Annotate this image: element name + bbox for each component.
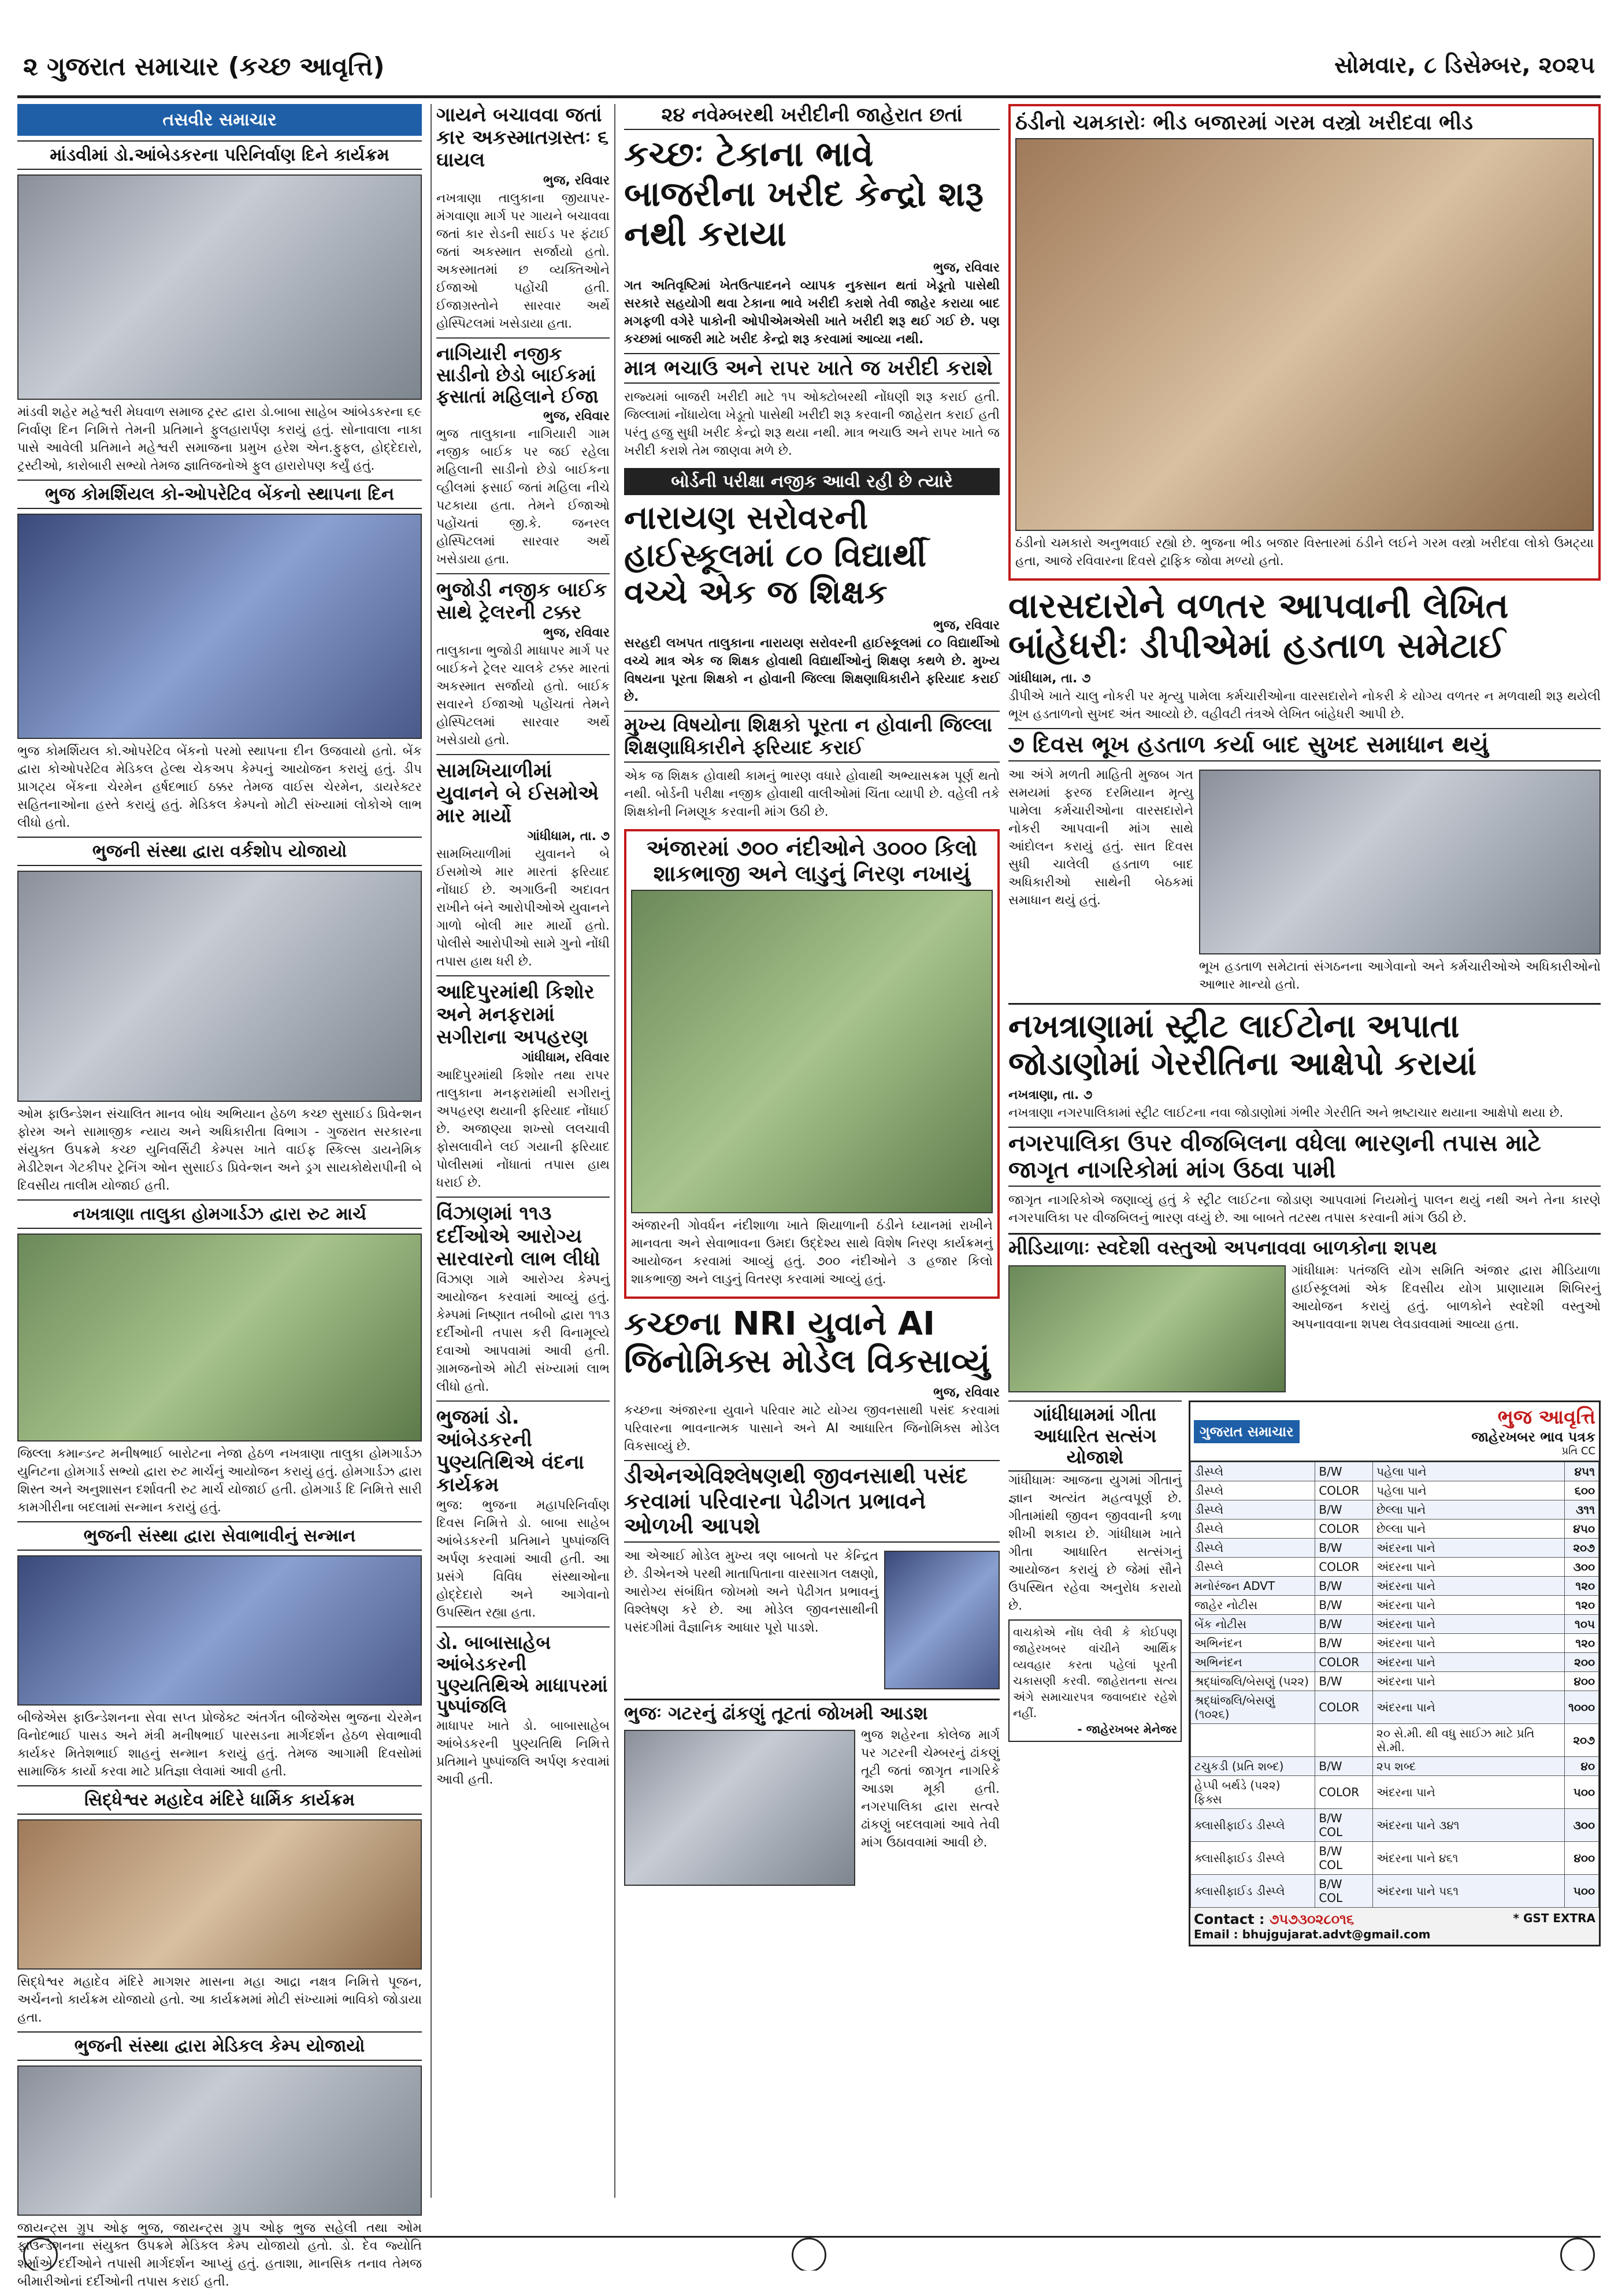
- rate-cell: બેંક નોટીસ: [1191, 1615, 1315, 1634]
- rate-cell: B/W: [1315, 1539, 1373, 1558]
- item-title: ભુજની સંસ્થા દ્વારા વર્કશોપ યોજાયો: [17, 837, 422, 866]
- rate-row: [1191, 1634, 1599, 1653]
- story-body: એક જ શિક્ષક હોવાથી કામનું ભારણ વધારે હોવાથી અભ્યાસક્રમ પૂર્ણ થતો નથી. બોર્ડની પરીક્ષા નજીક હોવાથી વાલીઓમાં ચિંતા વ્યાપી છે. વહેલી તકે શિક્ષકોની નિમણૂક કરવાની માંગ ઉઠી છે.: [624, 768, 1000, 819]
- story-headline: કચ્છના NRI યુવાને AI જિનોમિક્સ મોડેલ વિકસાવ્યું: [624, 1305, 990, 1380]
- story-body: આદિપુરમાંથી કિશોર તથા રાપર તાલુકાના મનફરામાંથી સગીરાનું અપહરણ થયાની ફરિયાદ નોંધાઈ છે. અજાણ્યા શખ્સો લલચાવી ફોસલાવીને લઈ ગયાની ફરિયાદ પોલીસમાં નોંધાતાં તપાસ હાથ ધરાઈ છે.: [436, 1068, 610, 1191]
- rate-cell: અભિનંદન: [1191, 1653, 1315, 1672]
- story-caption: ગાંધીધામઃ પતંજલિ યોગ સમિતિ અંજાર દ્વારા મીડિયાળા હાઈસ્કૂલમાં એક દિવસીય યોગ પ્રાણાયામ શિબિરનું આયોજન કરાયું હતું. બાળકોને સ્વદેશી વસ્તુઓ અપનાવવાના શપથ લેવડાવવામાં આવ્યા હતા.: [1292, 1264, 1601, 1332]
- story-dateline: ભુજ, રવિવાર: [543, 173, 610, 188]
- rate-cell: B/W: [1315, 1500, 1373, 1519]
- rate-cell: ૨૦૭: [1565, 1724, 1599, 1757]
- item-caption: ભુજ કોમર્શિયલ કો.ઓપરેટિવ બેંકનો પરમો સ્થાપના દીન ઉજવાયો હતો. બેંક દ્વારા કોઓપરેટિવ મેડિકલ હેલ્થ ચેકઅપ કેમ્પનું આયોજન કરાયું હતું. ડીપ પ્રાગટ્ય બેંકના ચેરમેન હર્ષદભાઈ ઠક્કર તેમજ વાઈસ ચેરમેન, ડાયરેક્ટર સહિતનાઓના હસ્તે કરાયું હતું. મેડિકલ કેમ્પનો મોટી સંખ્યામાં લોકોએ લાભ લીધો હતો.: [17, 744, 422, 830]
- rate-cell: COLOR: [1315, 1519, 1373, 1539]
- rate-row: [1191, 1875, 1599, 1908]
- main-headline: કચ્છઃ ટેકાના ભાવે બાજરીના ખરીદ કેન્દ્રો શરૂ નથી કરાયા: [624, 134, 984, 255]
- story-body: તાલુકાના ભુજોડી માધાપર માર્ગ પર બાઈકને ટ્રેલર ચાલકે ટક્કર મારતાં અકસ્માત સર્જાયો હતો. બાઈક સવારને ઈજાઓ પહોંચતાં તેમને હોસ્પિટલમાં સારવાર અર્થે ખસેડાયો હતો.: [436, 643, 610, 748]
- email-label: Email :: [1194, 1927, 1238, 1942]
- page-header: [17, 12, 1601, 98]
- rate-cell: ૩૦૦: [1565, 1809, 1599, 1842]
- rate-cell: ૩૧૧: [1565, 1500, 1599, 1519]
- rate-cell: B/W COL: [1315, 1809, 1373, 1842]
- news-photo: [17, 174, 422, 400]
- rate-cell: ૪૫૦: [1565, 1519, 1599, 1539]
- rate-cell: પહેલા પાને: [1373, 1462, 1565, 1481]
- rate-cell: અંદરના પાને: [1373, 1558, 1565, 1577]
- ad-rate-card: [1189, 1400, 1601, 1946]
- news-photo: [624, 1730, 855, 1886]
- rate-row: [1191, 1809, 1599, 1842]
- item-caption: જાયન્ટ્સ ગ્રુપ ઓફ ભુજ, જાયન્ટ્સ ગ્રુપ ઓફ ભુજ સહેલી તથા ઓમ ફાઉન્ડેશનના સંયુક્ત ઉપક્રમે મેડિકલ કેમ્પ યોજાયો હતો. ડો. દેવ જ્યોતિ શર્માએ દર્દીઓને તપાસી માર્ગદર્શન આપ્યું હતું. હતાશા, માનસિક તનાવ તેમજ બીમારીઓનાં દર્દીઓની તપાસ કરાઈ હતી.: [17, 2221, 422, 2289]
- rate-row: [1191, 1653, 1599, 1672]
- item-caption: જિલ્લા કમાન્ડન્ટ મનીષભાઈ બારોટના નેજા હેઠળ નખત્રાણા તાલુકા હોમગાર્ડઝ યુનિટના હોમગાર્ડ સભ્યો દ્વારા રુટ માર્ચનું આયોજન કરાયું હતું. હોમગાર્ડઝ દ્વારા શિસ્ત અને અનુશાસન દર્શાવતી રુટ માર્ચ યોજાઈ હતી. હોમગાર્ડ દિ નિમિત્તે સારી કામગીરીના બદલામાં સન્માન કરાયું હતું.: [17, 1447, 422, 1515]
- rate-cell: ૧૦૫: [1565, 1615, 1599, 1634]
- notice-signature: - જાહેરખબર મેનેજર: [1077, 1722, 1177, 1736]
- story-lead: ગત અતિવૃષ્ટિમાં ખેતઉત્પાદનને વ્યાપક નુકસાન થતાં ખેડૂતો પાસેથી સરકારે સહયોગી થવા ટેકાના ભાવે ખરીદી કરાશે તેવી જાહેર કરાયા બાદ મગફળી વગેરે પાકોની ઓપીએમએસી ખાતે ખરીદી શરૂ થઈ ગઈ છે. પણ કચ્છમાં બાજરી માટે ખરીદ કેન્દ્રો શરૂ કરવામાં આવ્યા નથી.: [624, 278, 1000, 347]
- rate-cell: ૧૦૦૦: [1565, 1691, 1599, 1724]
- rate-cell: પહેલા પાને: [1373, 1481, 1565, 1500]
- rate-cell: COLOR: [1315, 1776, 1373, 1809]
- rate-cell: ૨૦૭: [1565, 1539, 1599, 1558]
- rate-cell: અંદરના પાને ૩૪૧: [1373, 1809, 1565, 1842]
- brief-story: [436, 1406, 610, 1622]
- story-headline: ગાંધીધામમાં ગીતા આધારિત સત્સંગ યોજાશે: [1008, 1400, 1182, 1471]
- rate-row: [1191, 1776, 1599, 1809]
- rate-cell: અંદરના પાને: [1373, 1672, 1565, 1691]
- story-body: સામખિયાળીમાં યુવાનને બે ઈસમોએ માર મારતાં ફરિયાદ નોંધાઈ છે. અગાઉની અદાવત રાખીને બંને આરોપીઓએ યુવાનને ગાળો બોલી માર માર્યો હતો. પોલીસે આરોપીઓ સામે ગુનો નોંધી તપાસ હાથ ધરી છે.: [436, 847, 610, 969]
- center-column: [624, 104, 1000, 2198]
- story-headline: ગાયને બચાવવા જતાં કાર અકસ્માતગ્રસ્તઃ ૬ ઘાયલ: [436, 103, 609, 172]
- picture-news-column: [17, 104, 422, 2289]
- story-headline: ભુજમાં ડો. આંબેડકરની પુણ્યતિથિએ વંદના કાર્યક્રમ: [436, 1405, 584, 1496]
- rate-cell: ૪૫૧: [1565, 1462, 1599, 1481]
- story-body: ગાંધીધામઃ આજના યુગમાં ગીતાનું જ્ઞાન અત્યંત મહત્વપૂર્ણ છે. ગીતામાંથી જીવન જીવવાની કળા શીખી શકાય છે. ગાંધીધામ ખાતે ગીતા આધારિત સત્સંગનું આયોજન કરાયું છે જેમાં સૌને ઉપસ્થિત રહેવા અનુરોધ કરાયો છે.: [1008, 1473, 1182, 1613]
- news-photo: [17, 514, 422, 739]
- registration-mark: [1560, 2238, 1595, 2271]
- rate-cell: ક્લાસીફાઈડ ડીસ્પ્લે: [1191, 1875, 1315, 1908]
- right-column: [1008, 104, 1601, 2198]
- ad-title: ભુજ આવૃત્તિ: [1497, 1406, 1595, 1429]
- rate-cell: અંદરના પાને: [1373, 1577, 1565, 1596]
- news-photo: [631, 890, 993, 1213]
- story-body: જાગૃત નાગરિકોએ જણાવ્યું હતું કે સ્ટ્રીટ લાઈટના જોડાણ આપવામાં નિયમોનું પાલન થયું નથી અને તેના કારણે નગરપાલિકા પર વીજબિલનું ભારણ વધ્યું છે. આ બાબતે તટસ્થ તપાસ કરવાની માંગ ઉઠી છે.: [1008, 1193, 1601, 1226]
- rate-cell: B/W: [1315, 1757, 1373, 1776]
- rate-row: [1191, 1842, 1599, 1875]
- rate-cell: B/W: [1315, 1462, 1373, 1481]
- contact-email: bhujgujarat.advt@gmail.com: [1242, 1927, 1431, 1942]
- rate-row: [1191, 1500, 1599, 1519]
- rate-cell: અંદરના પાને: [1373, 1539, 1565, 1558]
- page-date: સોમવાર, ૮ ડિસેમ્બર, ૨૦૨૫: [1334, 52, 1595, 79]
- rate-cell: [1315, 1724, 1373, 1757]
- story-subhead: ડીએનએવિશ્લેષણથી જીવનસાથી પસંદ કરવામાં પરિવારના પેઢીગત પ્રભાવને ઓળખી આપશે: [624, 1460, 1000, 1543]
- story-body: આ અંગે મળતી માહિતી મુજબ ગત સમયમાં ફરજ દરમિયાન મૃત્યુ પામેલા કર્મચારીઓના વારસદારોને નોકરી આપવાની માંગ સાથે આંદોલન કરાયું હતું. સાત દિવસ સુધી ચાલેલી હડતાળ બાદ અધિકારીઓ સાથેની બેઠકમાં સમાધાન થયું હતું.: [1008, 768, 1193, 908]
- notice-text: વાચકોએ નોંધ લેવી કે કોઈપણ જાહેરખબર વાંચીને આર્થિક વ્યવહાર કરતા પહેલાં પૂરતી ચકાસણી કરવી. જાહેરાતના સત્ય અંગે સમાચારપત્ર જવાબદાર રહેશે નહીં.: [1013, 1625, 1177, 1720]
- story-subhead: માત્ર ભચાઉ અને રાપર ખાતે જ ખરીદી કરાશે: [624, 353, 1000, 384]
- story-body: ભુજ તાલુકાના નાગિયારી ગામ નજીક બાઈક પર જઈ રહેલા મહિલાની સાડીનો છેડો બાઈકના વ્હીલમાં ફસાઈ જતાં મહિલા નીચે પટકાયા હતા. તેમને ઈજાઓ પહોંચતાં જી.કે. જનરલ હોસ્પિટલમાં સારવાર અર્થે ખસેડાયા હતા.: [436, 426, 610, 567]
- rate-cell: ડીસ્પ્લે: [1191, 1462, 1315, 1481]
- rate-cell: ડીસ્પ્લે: [1191, 1558, 1315, 1577]
- rate-cell: છેલ્લા પાને: [1373, 1500, 1565, 1519]
- story-headline: ડો. બાબાસાહેબ આંબેડકરની પુણ્યતિથિએ માધાપરમાં પુષ્પાંજલિ: [436, 1632, 608, 1718]
- rate-cell: COLOR: [1315, 1481, 1373, 1500]
- rate-cell: અંદરના પાને: [1373, 1653, 1565, 1672]
- news-photo: [17, 871, 422, 1102]
- rate-cell: COLOR: [1315, 1558, 1373, 1577]
- story-dateline: ભુજ, રવિવાર: [933, 618, 1000, 633]
- rate-cell: ડીસ્પ્લે: [1191, 1519, 1315, 1539]
- rate-cell: અંદરના પાને ૪૬૧: [1373, 1842, 1565, 1875]
- story-body: ભુજ: ભુજના મહાપરિનિર્વાણ દિવસ નિમિત્તે ડો. બાબા સાહેબ આંબેડકરની પ્રતિમાને પુષ્પાંજલિ અર્પણ કરવામાં આવી હતી. આ પ્રસંગે વિવિધ સંસ્થાઓના હોદ્દેદારો અને આગેવાનો ઉપસ્થિત રહ્યા હતા.: [436, 1498, 610, 1621]
- rate-cell: B/W: [1315, 1596, 1373, 1615]
- rate-cell: ૧૨૦: [1565, 1596, 1599, 1615]
- story-headline: નખત્રાણામાં સ્ટ્રીટ લાઈટોના અપાતા જોડાણોમાં ગેરરીતિના આક્ષેપો કરાયાં: [1008, 1003, 1601, 1083]
- story-kicker: ૨૪ નવેમ્બરથી ખરીદીની જાહેરાત છતાં: [624, 104, 1000, 130]
- rate-cell: ૧૨૦: [1565, 1634, 1599, 1653]
- story-subhead: નગરપાલિકા ઉપર વીજબિલના વધેલા ભારણની તપાસ માટે જાગૃત નાગરિકોમાં માંગ ઉઠવા પામી: [1008, 1127, 1601, 1187]
- rate-cell: COLOR: [1315, 1691, 1373, 1724]
- item-title: ભુજની સંસ્થા દ્વારા સેવાભાવીનું સન્માન: [17, 1521, 422, 1551]
- brand-logo: ગુજરાત સમાચાર: [1194, 1420, 1300, 1443]
- brief-story: [436, 343, 610, 568]
- story-headline: આદિપુરમાંથી કિશોર અને મનફરામાં સગીરાના અપહરણ: [436, 980, 595, 1049]
- rate-cell: [1191, 1724, 1315, 1757]
- brief-story: [436, 1632, 610, 1789]
- story-dateline: ભુજ, રવિવાર: [543, 408, 610, 423]
- rate-row: [1191, 1539, 1599, 1558]
- page-title: ૨ ગુજરાત સમાચાર (કચ્છ આવૃત્તિ): [23, 52, 385, 81]
- contact-label: Contact :: [1194, 1911, 1265, 1928]
- news-photo: [17, 1234, 422, 1441]
- brief-story: [436, 579, 610, 749]
- rate-cell: ૧૨૦: [1565, 1577, 1599, 1596]
- rate-row: [1191, 1672, 1599, 1691]
- rate-cell: ક્લાસીફાઈડ ડીસ્પ્લે: [1191, 1842, 1315, 1875]
- brief-story: [436, 981, 610, 1192]
- story-body: રાજ્યમાં બાજરી ખરીદી માટે ૧૫ ઓક્ટોબરથી નોંધણી શરૂ કરાઈ હતી. જિલ્લામાં નોંધાયેલા ખેડૂતો પાસેથી ખરીદી શરૂ કરવાની જાહેરાત કરાઈ હતી પરંતુ હજુ સુધી ખરીદ કેન્દ્રો શરૂ થયા નથી. માત્ર ભચાઉ અને રાપર ખાતે જ ખરીદી કરાશે તેમ જાણવા મળે છે.: [624, 390, 1000, 459]
- story-headline: મીડિયાળાઃ સ્વદેશી વસ્તુઓ અપનાવવા બાળકોના શપથ: [1008, 1233, 1601, 1260]
- story-headline: સામખિયાળીમાં યુવાનને બે ઈસમોએ માર માર્યો: [436, 759, 599, 828]
- story-dateline: ભુજ, રવિવાર: [933, 1385, 1000, 1400]
- rate-cell: B/W: [1315, 1672, 1373, 1691]
- rate-cell: ૪૦: [1565, 1757, 1599, 1776]
- rate-cell: B/W: [1315, 1615, 1373, 1634]
- item-title: સિદ્ધેશ્વર મહાદેવ મંદિરે ધાર્મિક કાર્યક્રમ: [17, 1785, 422, 1815]
- story-lead: નખત્રાણા નગરપાલિકામાં સ્ટ્રીટ લાઈટના નવા જોડાણોમાં ગંભીર ગેરરીતિ અને ભ્રષ્ટાચાર થયાના આક્ષેપો થયા છે.: [1008, 1106, 1564, 1121]
- story-headline: ભુજઃ ગટરનું ઢાંકણું તૂટતાં જોખમી આડશ: [624, 1699, 1000, 1724]
- story-subhead: ૭ દિવસ ભૂખ હડતાળ કર્યા બાદ સુખદ સમાધાન થયું: [1008, 728, 1601, 761]
- rate-row: [1191, 1558, 1599, 1577]
- rate-cell: ૨૦ સે.મી. થી વધુ સાઈઝ માટે પ્રતિ સે.મી.: [1373, 1724, 1565, 1757]
- news-photo: [1008, 1265, 1286, 1392]
- rate-cell: છેલ્લા પાને: [1373, 1519, 1565, 1539]
- item-caption: માંડવી શહેર મહેશ્વરી મેઘવાળ સમાજ ટ્રસ્ટ દ્વારા ડો.બાબા સાહેબ આંબેડકરના ૬૯ નિર્વાણ દિન નિમિત્તે તેમની પ્રતિમાને ફુલહારાર્પણ કરાયું હતું. સોનાવાલા નાકા પાસે આવેલી પ્રતિમાને મહેશ્વરી સમાજના પ્રમુખ હરેશ એન.ફુફલ, હોદ્દેદારો, ટ્રસ્ટીઓ, કારોબારી સભ્યો તેમજ જ્ઞાતિજનોએ ફુલ હારારોપણ કર્યું હતું.: [17, 405, 422, 473]
- item-caption: ઓમ ફાઉન્ડેશન સંચાલિત માનવ બોધ અભિયાન હેઠળ કચ્છ સુસાઈડ પ્રિવેન્શન ફોરમ અને સામાજીક ન્યાય અને અધિકારીતા વિભાગ - ગુજરાત સરકારના સંયુક્ત ઉપક્રમે કચ્છ યુનિવર્સિટી કેમ્પસ ખાતે વાઈફ સ્કિલ્સ ડાયનેમિક મેડીટેશન ગેટકીપર ટ્રેનિંગ ઓન સુસાઈડ પ્રિવેન્શન અને ડ્રગ સાયકોથેરાપીની બે દિવસીય તાલીમ યોજાઈ હતી.: [17, 1107, 422, 1193]
- page-footer: [17, 2236, 1601, 2271]
- news-photo: [17, 2065, 422, 2216]
- rate-cell: ડીસ્પ્લે: [1191, 1500, 1315, 1519]
- rate-cell: ડીસ્પ્લે: [1191, 1481, 1315, 1500]
- rate-cell: COLOR: [1315, 1653, 1373, 1672]
- rate-cell: જાહેર નોટીસ: [1191, 1596, 1315, 1615]
- rate-row: [1191, 1481, 1599, 1500]
- story-kicker: બોર્ડની પરીક્ષા નજીક આવી રહી છે ત્યારે: [624, 468, 1000, 495]
- rate-cell: અંદરના પાને: [1373, 1776, 1565, 1809]
- story-headline: અંજારમાં ૭૦૦ નંદીઓને ૩૦૦૦ કિલો શાકભાજી અને લાડુનું નિરણ નખાયું: [646, 835, 978, 886]
- rate-cell: ૪૦૦: [1565, 1842, 1599, 1875]
- rate-cell: ક્લાસીફાઈડ ડીસ્પ્લે: [1191, 1809, 1315, 1842]
- portrait-photo: [884, 1551, 1000, 1689]
- registration-mark: [792, 2238, 826, 2271]
- story-dateline: નખત્રાણા, તા. ૭: [1008, 1088, 1093, 1103]
- brief-story: [436, 1202, 610, 1395]
- story-subhead: મુખ્ય વિષયોના શિક્ષકો પૂરતા ન હોવાની જિલ્લા શિક્ષણાધિકારીને ફરિયાદ કરાઈ: [624, 711, 1000, 763]
- brief-story: [436, 104, 610, 333]
- story-dateline: ગાંધીધામ, તા. ૭: [1008, 671, 1091, 686]
- story-dateline: ગાંધીધામ, તા. ૭: [527, 829, 610, 844]
- rate-cell: અંદરના પાને ૫૬૧: [1373, 1875, 1565, 1908]
- rate-cell: અંદરના પાને: [1373, 1691, 1565, 1724]
- item-title: નખત્રાણા તાલુકા હોમગાર્ડઝ દ્વારા રુટ માર્ચ: [17, 1199, 422, 1229]
- contact-phone: ૭૫૭૩૦૨૮૦૧૬: [1269, 1911, 1354, 1928]
- news-photo: [17, 1555, 422, 1706]
- brief-story: [436, 760, 610, 971]
- rate-cell: અંદરના પાને: [1373, 1596, 1565, 1615]
- story-caption: અંજારની ગોવર્ધન નંદીશાળા ખાતે શિયાળાની ઠંડીને ધ્યાનમાં રાખીને માનવતા અને સેવાભાવના ઉમદા ઉદ્દેશ્ય સાથે વિશેષ નિરણ કાર્યક્રમનું આયોજન કરવામાં આવ્યું હતું. ૭૦૦ નંદીઓને ૩ હજાર કિલો શાકભાજી અને લાડુનું વિતરણ કરવામાં આવ્યું હતું.: [631, 1218, 993, 1287]
- story-lead: કચ્છના અંજારના યુવાને પરિવાર માટે યોગ્ય જીવનસાથી પસંદ કરવામાં પરિવારના ભાવનાત્મક પાસાને અને AI આધારિત જિનોમિક્સ મોડેલ વિકસાવ્યું છે.: [624, 1403, 1000, 1454]
- story-caption: ઠંડીનો ચમકારો અનુભવાઈ રહ્યો છે. ભુજના ભીડ બજાર વિસ્તારમાં ઠંડીને લઈને ગરમ વસ્ત્રો ખરીદવા લોકો ઉમટ્યા હતા, આજે રવિવારના દિવસે ટ્રાફિક જોવા મળ્યો હતો.: [1015, 536, 1594, 569]
- gst-note: * GST EXTRA: [1513, 1911, 1595, 1926]
- item-caption: બીજેએસ ફાઉન્ડેશનના સેવા સપ્ત પ્રોજેક્ટ અંતર્ગત બીજેએસ ભુજના ચેરમેન વિનોદભાઈ પાસડ અને મંત્રી મનીષભાઈ પારસડના માર્ગદર્શન હેઠળ સેવાભાવી કાર્યકર મિતેશભાઈ શાહનું સન્માન કરાયું હતું. તેમજ આગામી દિવસોમાં સામાજિક કાર્યો કરવા માટે પ્રતિજ્ઞા લેવામાં આવી હતી.: [17, 1711, 422, 1779]
- story-headline: વારસદારોને વળતર આપવાની લેખિત બાંહેધરીઃ ડીપીએમાં હડતાળ સમેટાઈ: [1008, 586, 1509, 667]
- rate-cell: અંદરના પાને: [1373, 1634, 1565, 1653]
- rate-cell: ૫૦૦: [1565, 1776, 1599, 1809]
- story-headline: ઠંડીનો ચમકારોઃ ભીડ બજારમાં ગરમ વસ્ત્રો ખરીદવા ભીડ: [1015, 111, 1474, 135]
- story-caption: ભૂખ હડતાળ સમેટાતાં સંગઠનના આગેવાનો અને કર્મચારીઓએ અધિકારીઓનો આભાર માન્યો હતો.: [1199, 960, 1601, 993]
- story-headline: નાગિયારી નજીક સાડીનો છેડો બાઈકમાં ફસાતાં મહિલાને ઈજા: [436, 343, 599, 407]
- photo-story-box: [624, 829, 1000, 1299]
- rate-cell: ૨૫ શબ્દ: [1373, 1757, 1565, 1776]
- story-body: નખત્રાણા તાલુકાના જીયાપર-મંગવાણા માર્ગ પર ગાયને બચાવવા જતાં કાર રોડની સાઈડ પર ફંટાઈ જતાં અકસ્માત સર્જાયો હતો. અકસ્માતમાં છ વ્યક્તિઓને ઈજાઓ પહોંચી હતી. ઈજાગ્રસ્તોને સારવાર અર્થે હોસ્પિટલમાં ખસેડાયા હતા.: [436, 191, 610, 332]
- story-headline: ભુજોડી નજીક બાઈક સાથે ટ્રેલરની ટક્કર: [436, 578, 607, 624]
- story-dateline: ગાંધીધામ, રવિવાર: [522, 1050, 610, 1065]
- briefs-column: [431, 104, 615, 2198]
- item-title: ભુજ કોમર્શિયલ કો-ઓપરેટિવ બેંકનો સ્થાપના દિન: [17, 480, 422, 509]
- section-title: તસવીર સમાચાર: [17, 104, 422, 136]
- rate-cell: ૬૦૦: [1565, 1481, 1599, 1500]
- rate-row: [1191, 1596, 1599, 1615]
- rate-cell: B/W: [1315, 1634, 1373, 1653]
- rate-cell: મનોરંજન ADVT: [1191, 1577, 1315, 1596]
- rate-cell: B/W COL: [1315, 1875, 1373, 1908]
- ad-unit: પ્રતિ CC: [1561, 1445, 1595, 1458]
- item-caption: સિદ્ધેશ્વર મહાદેવ મંદિરે માગશર માસના મહા આદ્રા નક્ષત્ર નિમિત્તે પૂજન, અર્ચનનો કાર્યક્રમ યોજાયો હતો. આ કાર્યક્રમમાં મોટી સંખ્યામાં ભાવિકો જોડાયા હતા.: [17, 1975, 422, 2025]
- rate-cell: ૩૦૦: [1565, 1558, 1599, 1577]
- registration-mark: [23, 2238, 58, 2271]
- advertisement-notice: [1008, 1619, 1182, 1742]
- rate-cell: ટચુકડી (પ્રતિ શબ્દ): [1191, 1757, 1315, 1776]
- story-dateline: ભુજ, રવિવાર: [933, 261, 1000, 276]
- rate-row: [1191, 1757, 1599, 1776]
- rate-cell: ૫૦૦: [1565, 1875, 1599, 1908]
- story-headline: વિંઝાણમાં ૧૧૩ દર્દીઓએ આરોગ્ય સારવારનો લાભ લીધો: [436, 1202, 600, 1270]
- story-headline: નારાયણ સરોવરની હાઈસ્કૂલમાં ૮૦ વિદ્યાર્થી વચ્ચે એક જ શિક્ષક: [624, 499, 927, 612]
- story-body: આ એઆઈ મોડેલ મુખ્ય ત્રણ બાબતો પર કેન્દ્રિત છે. ડીએનએ પરથી માતાપિતાના વારસાગત લક્ષણો, આરોગ્ય સંબંધિત જોખમો અને પેઢીગત પ્રભાવનું વિશ્લેષણ કરે છે. આ મોડેલ જીવનસાથીની પસંદગીમાં વૈજ્ઞાનિક આધાર પૂરો પાડશે.: [624, 1549, 878, 1636]
- rate-row: [1191, 1577, 1599, 1596]
- rate-cell: B/W: [1315, 1577, 1373, 1596]
- rate-table: [1190, 1462, 1599, 1908]
- rate-row: [1191, 1519, 1599, 1539]
- ad-subtitle: જાહેરખબર ભાવ પત્રક: [1471, 1429, 1595, 1446]
- rate-cell: અંદરના પાને: [1373, 1615, 1565, 1634]
- photo-story-box: [1008, 104, 1601, 581]
- story-body: વિંઝાણ ગામે આરોગ્ય કેમ્પનું આયોજન કરવામાં આવ્યું હતું. કેમ્પમાં નિષ્ણાત તબીબો દ્વારા ૧૧૩ દર્દીઓની તપાસ કરી વિનામૂલ્યે દવાઓ આપવામાં આવી હતી. ગ્રામજનોએ મોટી સંખ્યામાં લાભ લીધો હતો.: [436, 1272, 610, 1394]
- news-photo: [1015, 138, 1594, 531]
- item-title: ભુજની સંસ્થા દ્વારા મેડિકલ કેમ્પ યોજાયો: [17, 2031, 422, 2061]
- item-title: માંડવીમાં ડો.આંબેડકરના પરિનિર્વાણ દિને કાર્યક્રમ: [17, 140, 422, 170]
- rate-row: [1191, 1724, 1599, 1757]
- news-photo: [1199, 770, 1601, 954]
- story-lead: સરહદી લખપત તાલુકાના નારાયણ સરોવરની હાઈસ્કૂલમાં ૮૦ વિદ્યાર્થીઓ વચ્ચે માત્ર એક જ શિક્ષક હોવાથી વિદ્યાર્થીઓનું શિક્ષણ કથળે છે. મુખ્ય વિષયના પૂરતા શિક્ષકો ન હોવાની જિલ્લા શિક્ષણાધિકારીને ફરિયાદ કરાઈ છે.: [624, 636, 1000, 704]
- rate-cell: ડીસ્પ્લે: [1191, 1539, 1315, 1558]
- rate-row: [1191, 1462, 1599, 1481]
- rate-cell: શ્રદ્ધાંજલિ/બેસણું (૧૦૨૬): [1191, 1691, 1315, 1724]
- rate-cell: ૨૦૦: [1565, 1653, 1599, 1672]
- story-lead: ડીપીએ ખાતે ચાલુ નોકરી પર મૃત્યુ પામેલા કર્મચારીઓના વારસદારોને નોકરી કે યોગ્ય વળતર ન મળવાથી શરૂ થયેલી ભૂખ હડતાળનો સુખદ અંત આવ્યો છે. વહીવટી તંત્રએ લેખિત બાંહેધરી આપી છે.: [1008, 689, 1601, 722]
- story-body: ભુજ શહેરના કોલેજ માર્ગ પર ગટરની ચેમ્બરનું ઢાંકણું તૂટી જતાં જાગૃત નાગરિકે આડશ મૂકી હતી. નગરપાલિકા દ્વારા સત્વરે ઢાંકણું બદલવામાં આવે તેવી માંગ ઉઠાવવામાં આવી છે.: [861, 1727, 1000, 1850]
- rate-cell: હેપ્પી બર્થડે (૫૨૨) ફિક્સ: [1191, 1776, 1315, 1809]
- rate-row: [1191, 1691, 1599, 1724]
- rate-cell: ૪૦૦: [1565, 1672, 1599, 1691]
- rate-cell: B/W COL: [1315, 1842, 1373, 1875]
- rate-cell: અભિનંદન: [1191, 1634, 1315, 1653]
- rate-cell: શ્રદ્ધાંજલિ/બેસણું (૫૨૨): [1191, 1672, 1315, 1691]
- story-dateline: ભુજ, રવિવાર: [543, 625, 610, 640]
- story-body: માધાપર ખાતે ડો. બાબાસાહેબ આંબેડકરની પુણ્યતિથિ નિમિત્તે પ્રતિમાને પુષ્પાંજલિ અર્પણ કરવામાં આવી હતી.: [436, 1719, 610, 1788]
- news-photo: [17, 1819, 422, 1970]
- rate-row: [1191, 1615, 1599, 1634]
